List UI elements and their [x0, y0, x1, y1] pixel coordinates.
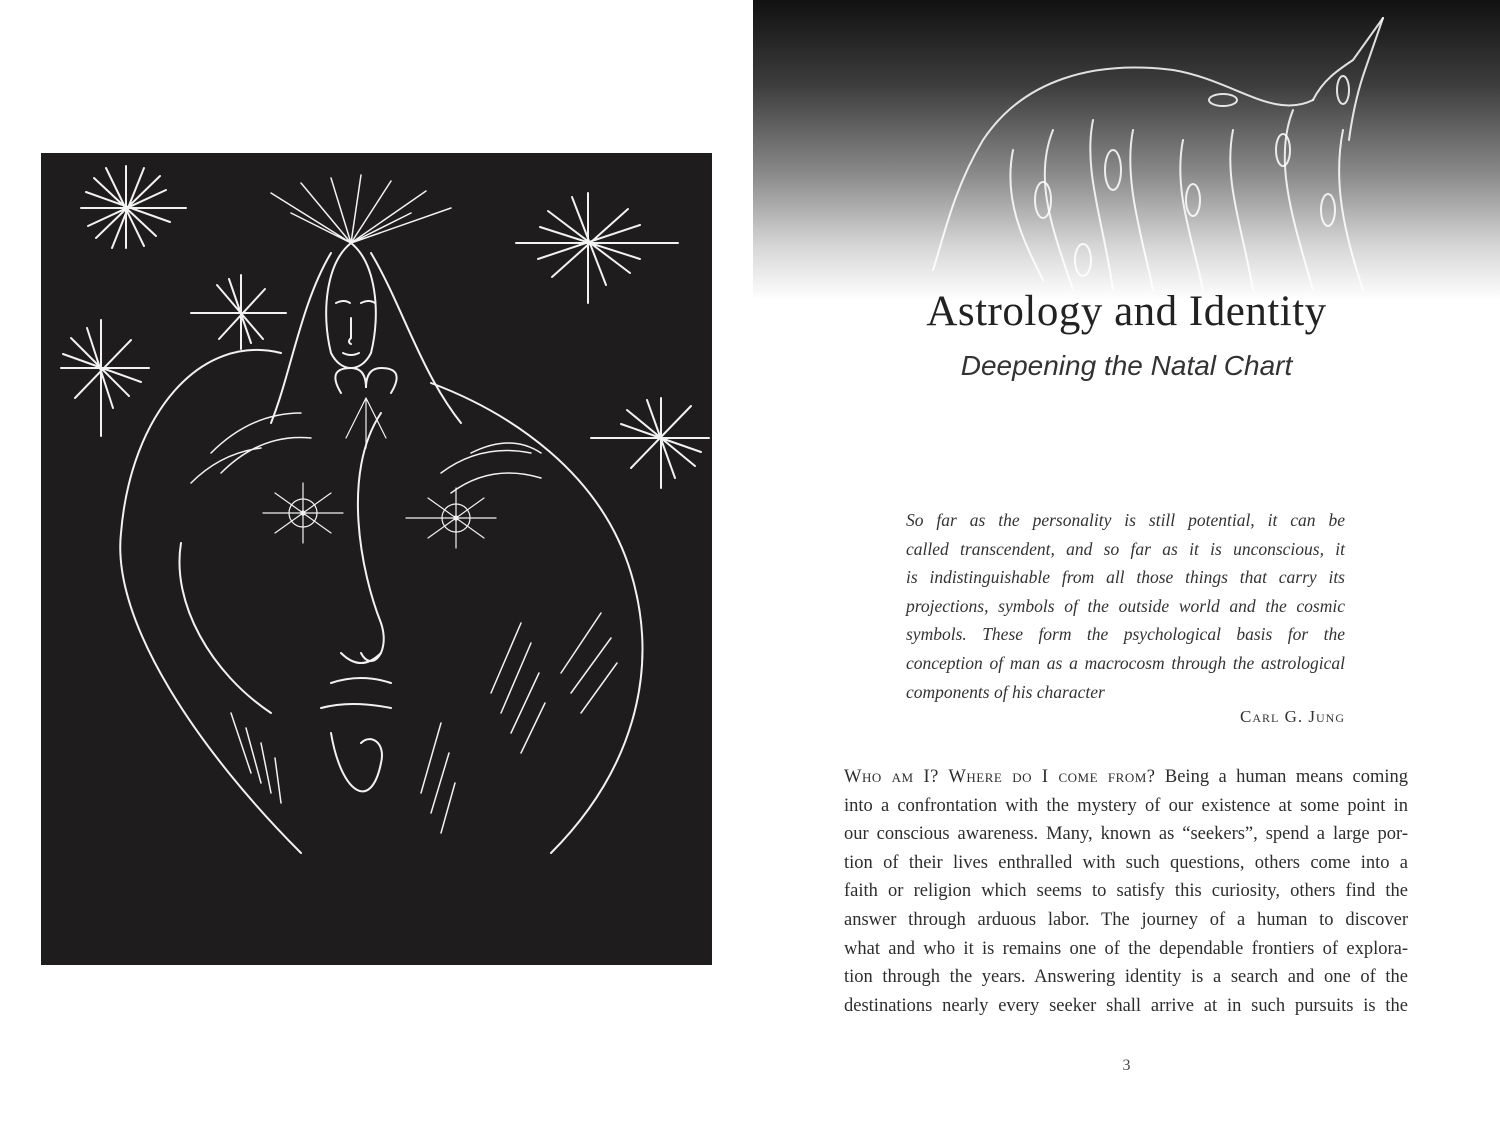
celestial-figure-illustration [41, 153, 712, 965]
chapter-header-illustration [753, 0, 1500, 300]
eye-burst-icon [406, 488, 496, 548]
body-line: our conscious awareness. Many, known as “seekers”, spend a large por- [844, 824, 1408, 845]
star-icon [191, 275, 286, 349]
body-line: answer through arduous labor. The journey of a human to discover [844, 909, 1408, 930]
body-line: what and who it is remains one of the dependable frontiers of explora- [844, 938, 1408, 959]
right-page [753, 0, 1500, 1125]
epigraph-quote [906, 506, 1345, 706]
epigraph-line: conception of man as a macrocosm through the astrological [906, 652, 1345, 673]
epigraph-line: symbols. These form the psychological basis for the [906, 624, 1345, 645]
lead-in-small-caps: Who am I? Where do I come from? [844, 767, 1156, 787]
star-icon [81, 166, 186, 248]
body-line-text: Being a human means coming [1155, 767, 1408, 787]
body-line: tion of their lives enthralled with such questions, others come into a [844, 852, 1408, 873]
epigraph-line: So far as the personality is still potential, it can be [906, 510, 1345, 530]
body-line: faith or religion which seems to satisfy this curiosity, others find the [844, 881, 1408, 902]
bird-illustration [753, 0, 1500, 300]
epigraph-line: projections, symbols of the outside world and the cosmic [906, 595, 1345, 616]
chapter-subtitle: Deepening the Natal Chart [960, 350, 1293, 381]
chapter-title: Astrology and Identity [926, 288, 1327, 335]
eye-burst-icon [263, 483, 343, 543]
body-line: into a confrontation with the mystery of our existence at some point in [844, 795, 1408, 816]
epigraph-line: called transcendent, and so far as it is unconscious, it [906, 538, 1345, 559]
epigraph-line: is indistinguishable from all those things that carry its [906, 567, 1345, 588]
body-paragraph [844, 763, 1408, 1020]
full-page-illustration [41, 153, 712, 965]
body-line: tion through the years. Answering identity is a search and one of the [844, 967, 1408, 988]
star-icon [591, 398, 709, 488]
page-number: 3 [1122, 1057, 1131, 1074]
body-line [844, 763, 1408, 792]
star-icon [61, 320, 149, 436]
body-line: destinations nearly every seeker shall arrive at in such pursuits is the [844, 995, 1408, 1016]
epigraph-attribution: Carl G. Jung [1240, 707, 1345, 726]
epigraph-line: components of his character [906, 681, 1105, 702]
star-icon [516, 193, 678, 303]
